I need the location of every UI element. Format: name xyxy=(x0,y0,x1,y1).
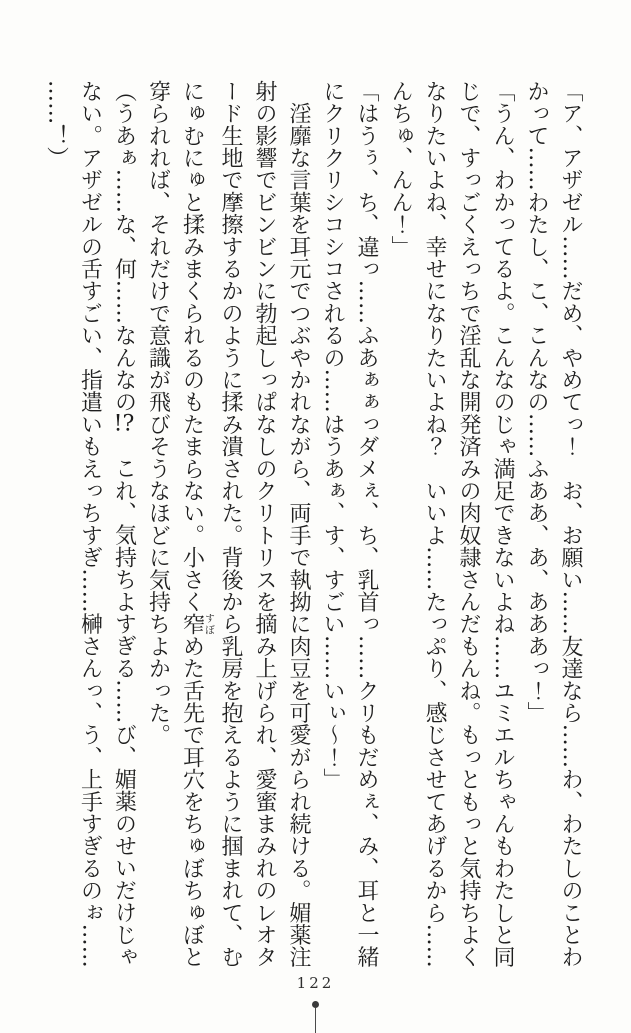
text-line: ない。アザゼルの舌すごい、指遣いもえっちすぎ……榊さんっ、う、上手すぎるのぉ…… xyxy=(77,80,103,968)
text-line: 射の影響でビンビンに勃起しっぱなしのクリトリスを摘み上げられ、愛蜜まみれのレオタ xyxy=(252,80,277,968)
text-line: んちゅ、んん！」 xyxy=(388,80,413,258)
text-line: じで、すっごくえっちで淫乱な開発済みの肉奴隷さんだもんね。もっともっと気持ちよく xyxy=(456,80,481,968)
tate-chu-yoko: !? xyxy=(113,413,135,435)
text-line: なりたいよね、幸せになりたいよね？ いいよ……たっぷり、感じさせてあげるから…… xyxy=(422,80,447,968)
text-line: かって……わたし、こ、こんなの……ふああ、あ、あああっ！」 xyxy=(524,80,549,724)
text-line: にクリクリシコシコされるの……はうあぁ、す、すごい……いぃ～！」 xyxy=(320,80,345,791)
ornament-dot xyxy=(312,1001,319,1008)
text-line: ……！） xyxy=(43,80,69,169)
ornament-line xyxy=(315,1008,316,1033)
text-line: 淫靡な言葉を耳元でつぶやかれながら、両手で執拗に肉豆を可愛がられ続ける。媚薬注 xyxy=(286,80,311,968)
text-line: 「ア、アザゼル……だめ、やめてっ！ お、お願い……友達なら……わ、わたしのことわ xyxy=(558,80,583,969)
text-line: 「うん、わかってるよ。こんなのじゃ満足できないよね……ユミエルちゃんもわたしと同 xyxy=(490,80,515,968)
text-line: ード生地で摩擦するかのように揉み潰された。背後から乳房を抱えるように掴まれて、む xyxy=(218,80,243,968)
ruby-annotated-word: 窄すぼ xyxy=(179,612,214,636)
page-number: 122 xyxy=(296,974,335,992)
text-line: 穿られれば、それだけで意識が飛びそうなほどに気持ちよかった。 xyxy=(145,80,171,746)
text-line: にゅむにゅと揉みまくられるのもたまらない。小さく窄すぼめた舌先で耳穴をちゅぼちゅぼと xyxy=(179,80,214,969)
text-block xyxy=(39,80,588,980)
text-line: （うあぁ……な、何……なんなの!? これ、気持ちよすぎる……び、媚薬のせいだけじゃ xyxy=(111,80,137,968)
text-line: 「はうぅ、ち、違っ……ふあぁぁっダメぇ、ち、乳首っ……クリもだめぇ、み、耳と一緒 xyxy=(354,80,379,968)
